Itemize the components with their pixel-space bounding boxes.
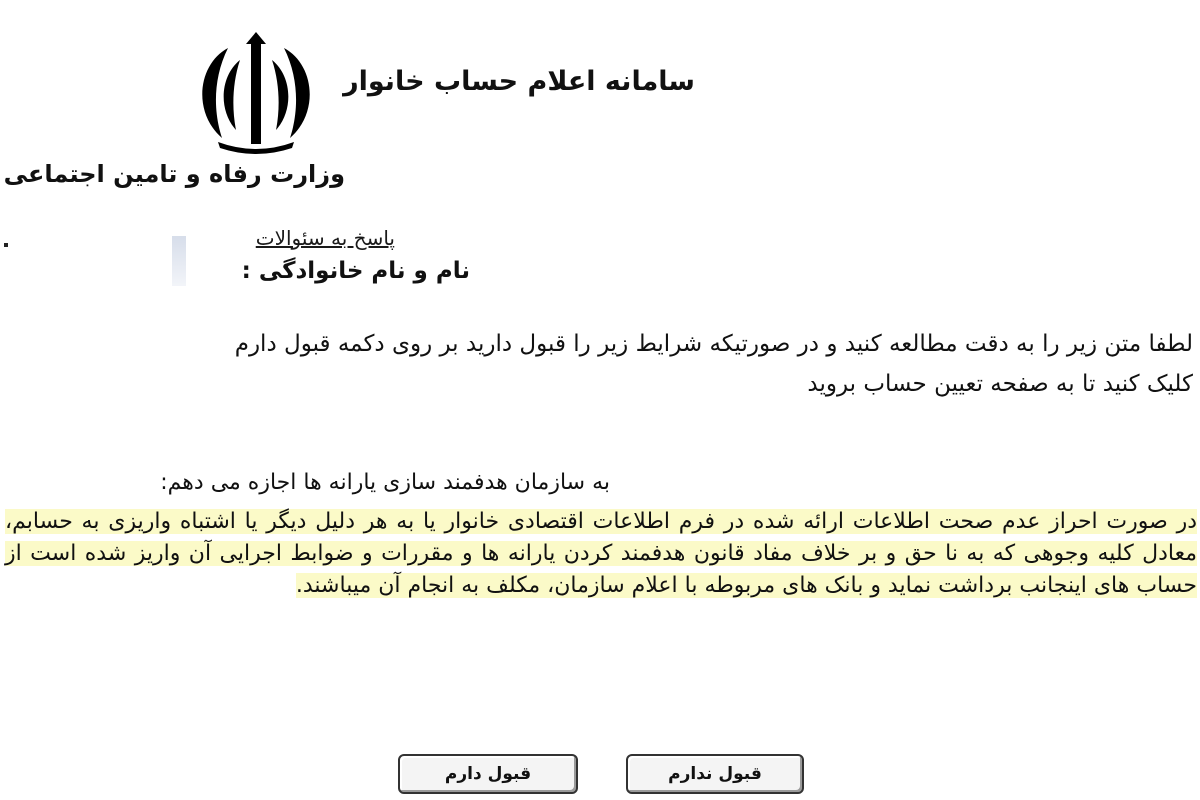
agreement-body: در صورت احراز عدم صحت اطلاعات ارائه شده در فرم اطلاعات اقتصادی خانوار یا به هر دلیل دیگر یا اشتباه واریزی به حسابم، معادل کلیه وجوهی که به نا حق و بر خلاف مفاد قانون هدفمند کردن یارانه ها و مقررات و ضوابط اجرایی آن واریز شده است از حساب های اینجانب برداشت نماید و بانک های مربوطه با اعلام سازمان، مکلف به انجام آن میباشند. bbox=[5, 509, 1197, 598]
instructions-line-1: لطفا متن زیر را به دقت مطالعه کنید و در صورتیکه شرایط زیر را قبول دارید بر روی دکمه قبول دارم bbox=[234, 331, 1193, 357]
agreement-text bbox=[5, 506, 1197, 602]
instructions-line-2: کلیک کنید تا به صفحه تعیین حساب بروید bbox=[807, 371, 1193, 397]
system-title: سامانه اعلام حساب خانوار bbox=[343, 66, 695, 97]
accept-button[interactable]: قبول دارم bbox=[398, 754, 578, 794]
ministry-name: وزارت رفاه و تامین اجتماعی bbox=[3, 160, 345, 188]
fullname-label: نام و نام خانوادگی : bbox=[241, 258, 470, 284]
permission-heading: به سازمان هدفمند سازی یارانه ها اجازه می دهم: bbox=[160, 470, 610, 495]
questions-link[interactable]: پاسخ به سئوالات bbox=[255, 226, 395, 250]
decline-button[interactable]: قبول ندارم bbox=[626, 754, 804, 794]
instructions-text bbox=[5, 324, 1193, 404]
emblem-icon bbox=[188, 30, 324, 156]
decorative-dot bbox=[4, 243, 8, 247]
